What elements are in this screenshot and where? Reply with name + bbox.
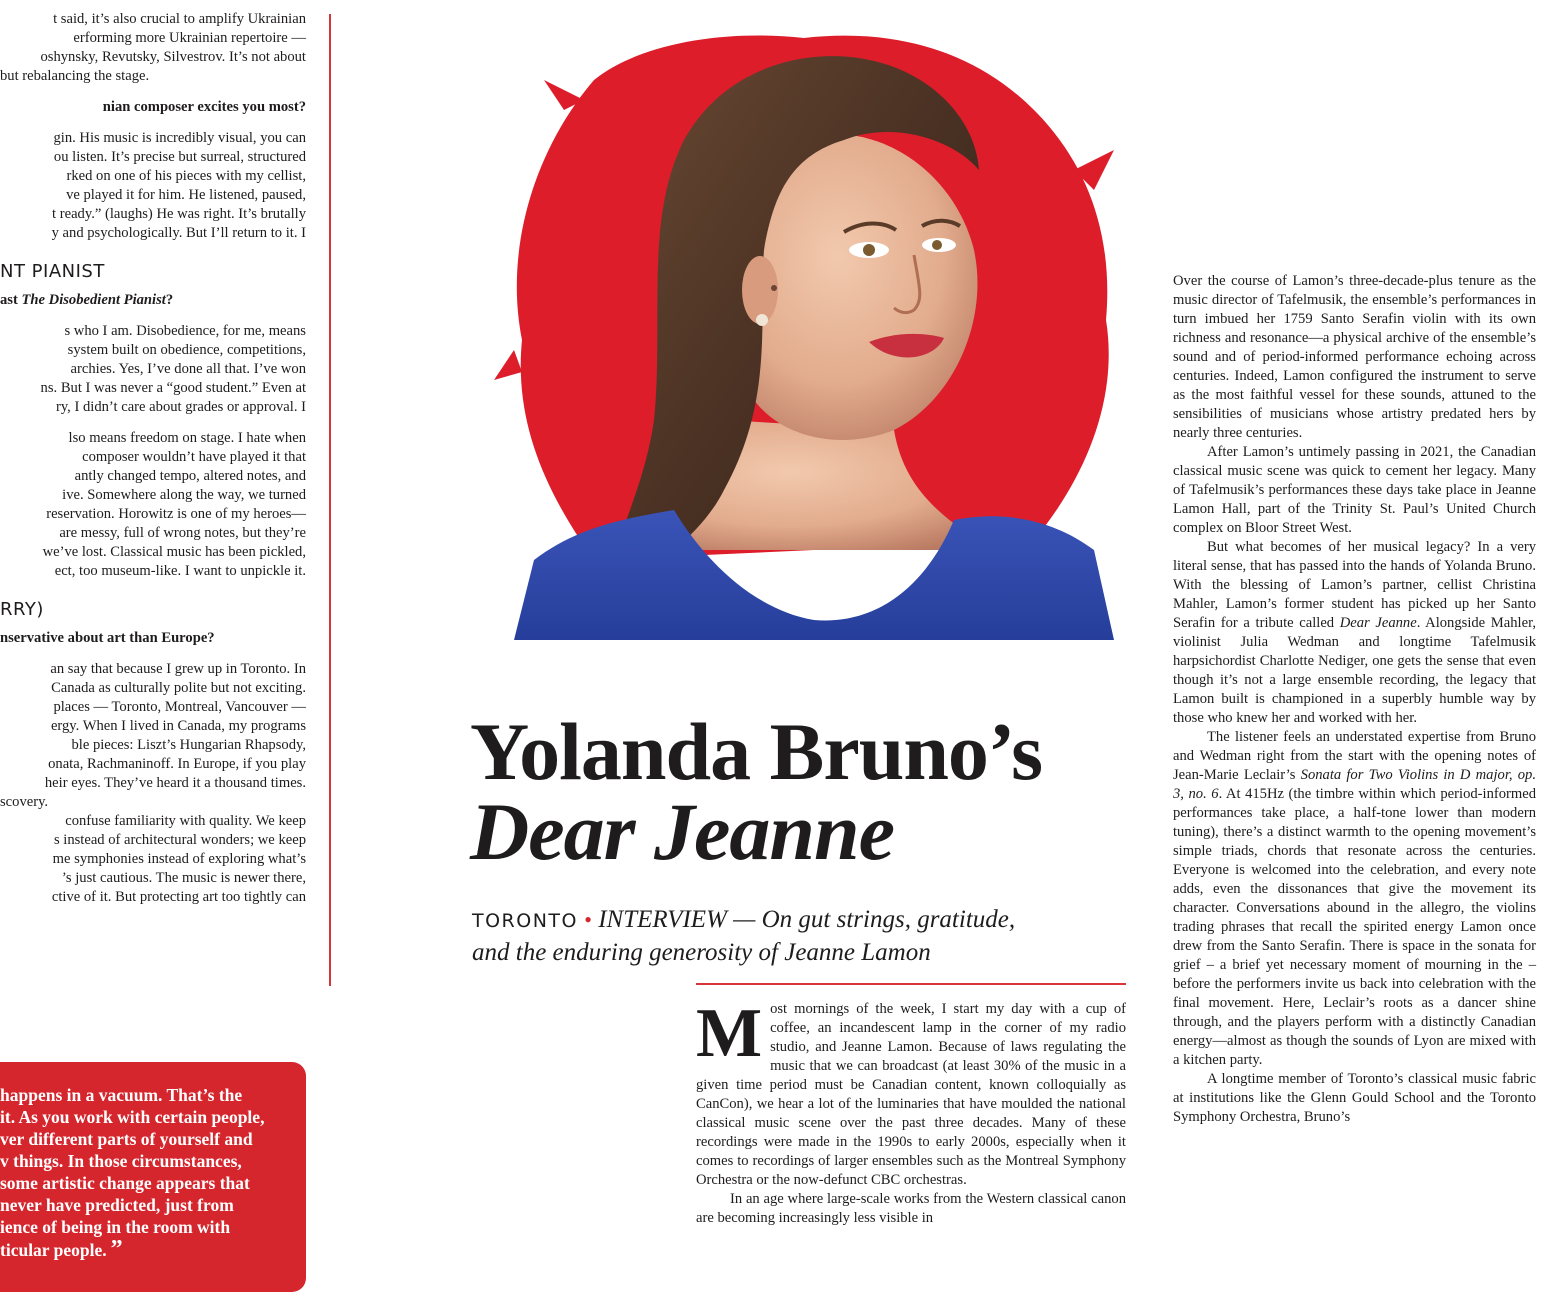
text-line: s who I am. Disobedience, for me, means [64,323,306,339]
text-line: are messy, full of wrong notes, but they’re [59,525,306,541]
album-title: Dear Jeanne [1339,615,1417,631]
text-line: gin. His music is incredibly visual, you can [53,130,306,146]
quote-line: ver different parts of yourself and [0,1129,253,1149]
pull-quote-box [0,1062,306,1292]
text-line: ive. Somewhere along the way, we turned [62,487,306,503]
paragraph-text: The listener feels an understated expertise from Bruno and Wedman right from the start with the opening notes of Jean-Marie Leclair’s [1173,729,1536,783]
paragraph: A longtime member of Toronto’s classical music fabric at institutions like the Glenn Gould School and the Toronto Symphony Orchestra, Bruno’s [1173,1071,1536,1125]
text-line: t ready.” (laughs) He was right. It’s brutally [52,206,306,222]
dateline-location: TORONTO [472,910,578,932]
text-line: y and psychologically. But I’ll return to it. I [51,225,306,241]
left-article-column [0,10,306,919]
text-line: archies. Yes, I’ve done all that. I’ve won [70,361,306,377]
text-line: s instead of architectural wonders; we keep [53,832,306,848]
text-line: we’ve lost. Classical music has been pickled, [42,544,306,560]
intro-paragraph [696,995,1126,1190]
left-para-2 [0,129,306,243]
dek-divider [696,983,1126,985]
interview-question: nservative about art than Europe? [0,630,215,646]
quote-line: v things. In those circumstances, [0,1151,242,1171]
text-line: onata, Rachmaninoff. In Europe, if you play [48,756,306,772]
quote-line: ticular people. [0,1240,107,1260]
question-suffix: ? [165,292,174,308]
left-para-5 [0,660,306,907]
left-para-1 [0,10,306,86]
work-title: Sonata for Two Violins in D major, op. 3, no. 6 [1173,767,1536,802]
portrait-illustration [474,20,1134,680]
question-prefix: ast [0,292,22,308]
text-line: confuse familiarity with quality. We keep [65,813,306,829]
paragraph: After Lamon’s untimely passing in 2021, the Canadian classical music scene was quick to cement her legacy. Many of Tafelmusik’s performances these days take place in Jeanne Lamon Hall, part of the Trinity St. Paul’s United Church complex on Bloor Street West. [1173,444,1536,536]
headline [470,706,1150,877]
left-para-3 [0,322,306,417]
quote-line: never have predicted, just from [0,1195,234,1215]
paragraph-text: . Alongside Mahler, violinist Julia Wedman and longtime Tafelmusik harpsichordist Charlotte Nediger, one gets the sense that even though it’s not a large ensemble recording, the legacy that Lamon built is championed in a superbly humble way by those who knew her and worked with her. [1173,615,1536,726]
section-heading: NT PIANIST [0,261,105,282]
paragraph-text: But what becomes of her musical legacy? In a very literal sense, that has passed into the hands of Yolanda Bruno. With the blessing of Lamon’s partner, cellist Christina Mahler, Lamon’s former student has picked up her Santo Serafin for a tribute called [1173,539,1536,631]
column-divider [329,14,331,986]
pull-quote-text [0,1084,290,1261]
text-line: ble pieces: Liszt’s Hungarian Rhapsody, [71,737,306,753]
interview-question: nian composer excites you most? [102,99,306,115]
text-line: ctive of it. But protecting art too tightly can [51,889,306,905]
close-quote-mark: ” [110,1236,123,1262]
quote-line: happens in a vacuum. That’s the [0,1085,243,1105]
text-line: lso means freedom on stage. I hate when [68,430,306,446]
dek [472,904,1132,969]
middle-article-column [696,995,1126,1228]
text-line: an say that because I grew up in Toronto. In [50,661,306,677]
dateline-bullet: • [584,907,592,932]
text-line: ou listen. It’s precise but surreal, structured [53,149,306,165]
text-line: Canada as culturally polite but not exciting. [51,680,306,696]
drop-cap: M [696,995,763,1072]
paragraph: Over the course of Lamon’s three-decade-plus tenure as the music director of Tafelmusik, the ensemble’s performances in turn imbued her 1759 Santo Serafin violin with its own richness and resonance—a physical archive of the ensemble’s sound and of period-informed performance echoing across centuries. Indeed, Lamon configured the instrument to serve as the most faithful vessel for these sounds, attuned to the sensibilities of musicians whose artistry predated hers by nearly three centuries. [1173,273,1536,441]
headline-album-title: Dear Jeanne [470,786,895,877]
headline-line-1: Yolanda Bruno’s [470,706,1043,797]
text-line: places — Toronto, Montreal, Vancouver — [53,699,306,715]
left-para-4 [0,429,306,581]
text-line: rked on one of his pieces with my cellist, [66,168,306,184]
paragraph [1173,728,1536,1070]
quote-line: it. As you work with certain people, [0,1107,265,1127]
text-line: composer wouldn’t have played it that [82,449,306,465]
section-heading: RRY) [0,599,44,620]
text-line: t said, it’s also crucial to amplify Ukrainian [53,11,306,27]
paragraph: In an age where large-scale works from the Western classical canon are becoming increasingly less visible in [696,1191,1126,1226]
paragraph-text: ost mornings of the week, I start my day with a cup of coffee, an incandescent lamp in the corner of my radio studio, and Jeanne Lamon. Because of laws regulating the music that we can broadcast (at least 30% of the music in a given time period must be Canadian content, known colloquially as CanCon), we hear a lot of the luminaries that have moulded the national classical music scene over the past three decades. Many of these recordings were made in the 1990s to early 2000s, especially when it comes to recordings of larger ensembles such as the Montreal Symphony Orchestra or the now-defunct CBC orchestras. [696,1001,1126,1188]
text-line: erforming more Ukrainian repertoire — [73,30,306,46]
dek-kicker-line-2: and the enduring generosity of Jeanne Lamon [472,939,931,966]
right-article-column [1173,272,1536,1127]
earring [756,314,768,326]
text-line: scovery. [0,794,49,810]
paragraph-text: . At 415Hz (the timbre within which period-informed performances take place, a half-tone lower than modern tuning), there’s a distinct warmth to the opening movement’s simple triads, chords that resonate across the centuries. Everyone is welcomed into the celebration, and every note adds, even the dissonances that give the movement its character. Conversations abound in the allegro, the violins trading phrases that recall the spirited energy Lamon once drew from the Santo Serafin. There is space in the sonata for grief – a brief yet necessary moment of mourning in the – before the performers invite us back into celebration with the final movement. Here, Leclair’s roots as a dancer shine through, and the players perform with a distinctly Canadian energy—almost as though the sounds of Lyon are mixed with a kitchen party. [1173,786,1537,1068]
text-line: system built on obedience, competitions, [67,342,306,358]
text-line: ns. But I was never a “good student.” Even at [40,380,306,396]
quote-line: ience of being in the room with [0,1217,231,1237]
paragraph [1173,538,1536,728]
text-line: but rebalancing the stage. [0,68,150,84]
podcast-title: The Disobedient Pianist [21,292,166,308]
text-line: antly changed tempo, altered notes, and [74,468,306,484]
text-line: ry, I didn’t care about grades or approval. I [55,399,306,415]
text-line: me symphonies instead of exploring what’s [52,851,306,867]
text-line: ergy. When I lived in Canada, my programs [50,718,306,734]
text-line: ve played it for him. He listened, paused, [66,187,306,203]
text-line: ’s just cautious. The music is newer there, [61,870,306,886]
dek-kicker: INTERVIEW — On gut strings, gratitude, [598,906,1016,933]
text-line: reservation. Horowitz is one of my heroes— [46,506,306,522]
text-line: oshynsky, Revutsky, Silvestrov. It’s not about [40,49,306,65]
interview-question [0,291,306,310]
text-line: heir eyes. They’ve heard it a thousand times. [44,775,306,791]
text-line: ect, too museum-like. I want to unpickle it. [54,563,306,579]
quote-line: some artistic change appears that [0,1173,250,1193]
